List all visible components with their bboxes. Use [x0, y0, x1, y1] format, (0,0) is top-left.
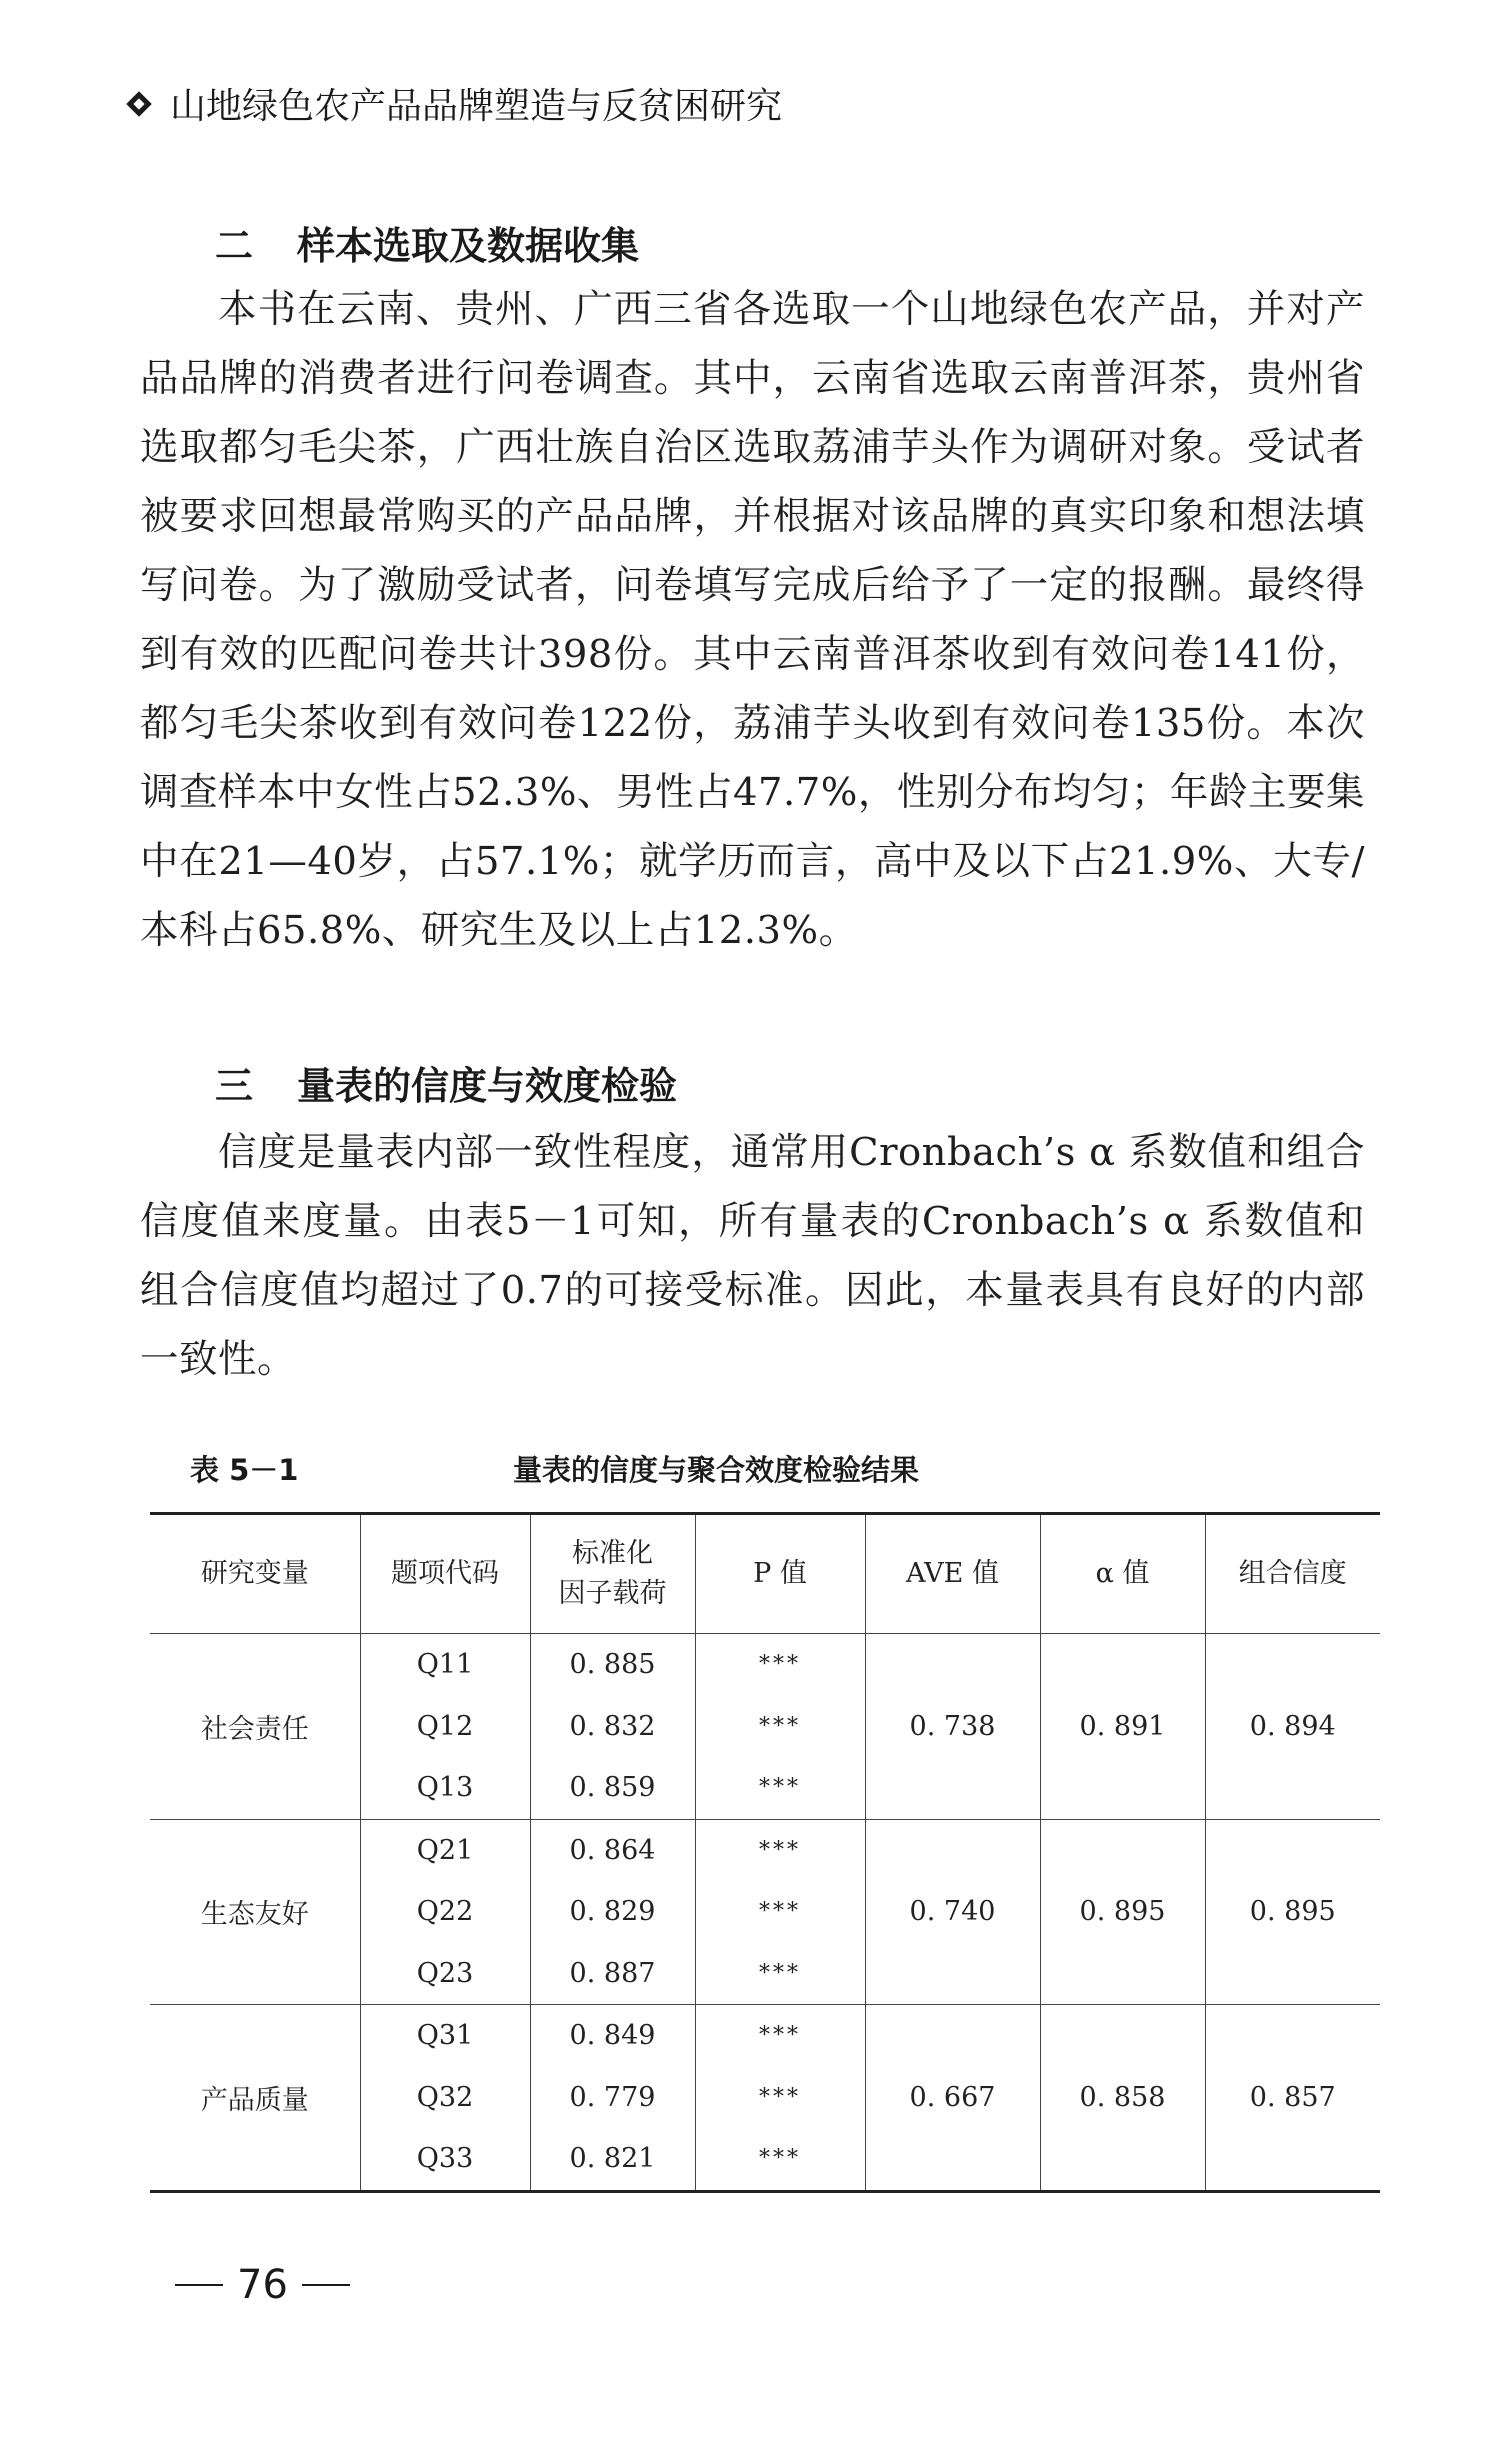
item-code: Q22	[360, 1881, 530, 1943]
body-text-sample	[140, 275, 1365, 965]
factor-loading: 0. 887	[530, 1943, 695, 2005]
ave-value: 0. 667	[865, 2005, 1040, 2192]
factor-loading: 0. 859	[530, 1757, 695, 1819]
factor-loading: 0. 779	[530, 2067, 695, 2129]
variable-name: 社会责任	[150, 1634, 360, 1820]
section-number: 三	[215, 1064, 254, 1108]
variable-name: 生态友好	[150, 1819, 360, 2005]
composite-reliability-value: 0. 857	[1205, 2005, 1380, 2192]
paragraph: 本书在云南、贵州、广西三省各选取一个山地绿色农产品，并对产品品牌的消费者进行问卷调查。其中，云南省选取云南普洱茶，贵州省选取都匀毛尖茶，广西壮族自治区选取荔浦芋头作为调研对象。受试者被要求回想最常购买的产品品牌，并根据对该品牌的真实印象和想法填写问卷。为了激励受试者，问卷填写完成后给予了一定的报酬。最终得到有效的匹配问卷共计398份。其中云南普洱茶收到有效问卷141份，都匀毛尖茶收到有效问卷122份，荔浦芋头收到有效问卷135份。本次调查样本中女性占52.3%、男性占47.7%，性别分布均匀；年龄主要集中在21—40岁，占57.1%；就学历而言，高中及以下占21.9%、大专/本科占65.8%、研究生及以上占12.3%。	[140, 287, 1365, 953]
table-row	[150, 1819, 1380, 1881]
table-title: 量表的信度与聚合效度检验结果	[513, 1453, 920, 1487]
diamond-bullet-icon	[126, 91, 151, 116]
dash-right	[302, 2284, 350, 2287]
ave-value: 0. 738	[865, 1634, 1040, 1820]
variable-name: 产品质量	[150, 2005, 360, 2192]
book-title: 山地绿色农产品品牌塑造与反贫困研究	[170, 86, 783, 127]
header-loading-line2: 因子载荷	[558, 1578, 667, 1609]
paragraph: 信度是量表内部一致性程度，通常用Cronbach’s α 系数值和组合信度值来度量。由表5－1可知，所有量表的Cronbach’s α 系数值和组合信度值均超过了0.7的可接受标准。因此，本量表具有良好的内部一致性。	[140, 1130, 1365, 1382]
item-code: Q32	[360, 2067, 530, 2129]
alpha-value: 0. 891	[1040, 1634, 1205, 1820]
factor-loading: 0. 832	[530, 1696, 695, 1758]
p-value: ***	[695, 1819, 865, 1881]
page-number-value: 76	[237, 2262, 288, 2308]
page-number	[175, 2262, 350, 2308]
header-loading-line1: 标准化	[572, 1538, 653, 1569]
header-alpha: α 值	[1040, 1514, 1205, 1634]
header-p-value: P 值	[695, 1514, 865, 1634]
section-number: 二	[215, 224, 254, 268]
header-composite-reliability: 组合信度	[1205, 1514, 1380, 1634]
table-header-row	[150, 1514, 1380, 1634]
dash-left	[175, 2284, 223, 2287]
factor-loading: 0. 864	[530, 1819, 695, 1881]
section-title: 量表的信度与效度检验	[297, 1064, 678, 1108]
body-text-reliability	[140, 1118, 1365, 1394]
p-value: ***	[695, 1943, 865, 2005]
section-heading-reliability	[215, 1055, 677, 1110]
item-code: Q31	[360, 2005, 530, 2067]
section-title: 样本选取及数据收集	[297, 224, 640, 268]
p-value: ***	[695, 2067, 865, 2129]
item-code: Q13	[360, 1757, 530, 1819]
factor-loading: 0. 829	[530, 1881, 695, 1943]
header-loading	[530, 1514, 695, 1634]
item-code: Q33	[360, 2128, 530, 2191]
p-value: ***	[695, 1696, 865, 1758]
table-row	[150, 1634, 1380, 1696]
table-row	[150, 2005, 1380, 2067]
factor-loading: 0. 821	[530, 2128, 695, 2191]
p-value: ***	[695, 1881, 865, 1943]
composite-reliability-value: 0. 895	[1205, 1819, 1380, 2005]
p-value: ***	[695, 1634, 865, 1696]
alpha-value: 0. 895	[1040, 1819, 1205, 2005]
header-ave: AVE 值	[865, 1514, 1040, 1634]
ave-value: 0. 740	[865, 1819, 1040, 2005]
item-code: Q23	[360, 1943, 530, 2005]
section-heading-sample	[215, 215, 639, 270]
header-variable: 研究变量	[150, 1514, 360, 1634]
composite-reliability-value: 0. 894	[1205, 1634, 1380, 1820]
p-value: ***	[695, 2005, 865, 2067]
item-code: Q21	[360, 1819, 530, 1881]
factor-loading: 0. 885	[530, 1634, 695, 1696]
header-item-code: 题项代码	[360, 1514, 530, 1634]
p-value: ***	[695, 2128, 865, 2191]
p-value: ***	[695, 1757, 865, 1819]
alpha-value: 0. 858	[1040, 2005, 1205, 2192]
reliability-table	[150, 1512, 1380, 2193]
item-code: Q12	[360, 1696, 530, 1758]
item-code: Q11	[360, 1634, 530, 1696]
table-number: 表 5－1	[190, 1453, 299, 1487]
running-header	[130, 78, 782, 129]
factor-loading: 0. 849	[530, 2005, 695, 2067]
